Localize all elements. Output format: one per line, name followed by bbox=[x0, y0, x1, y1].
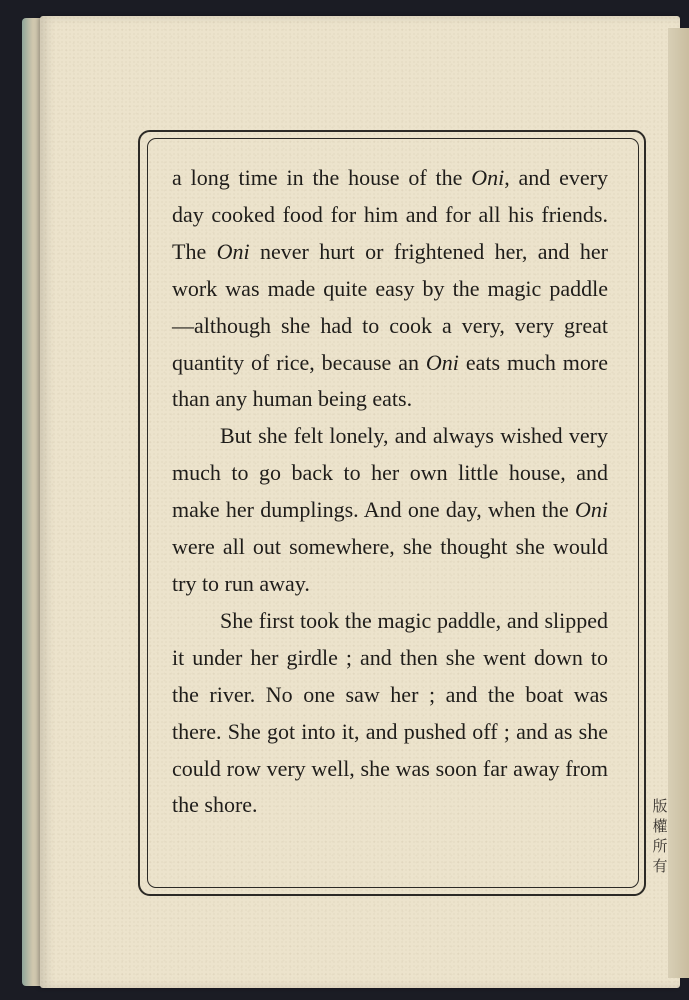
paragraph-2 bbox=[172, 418, 608, 603]
seal-char: 權 bbox=[652, 817, 668, 835]
paragraph-1 bbox=[172, 160, 608, 418]
paragraph-3 bbox=[172, 603, 608, 824]
body-text bbox=[172, 160, 608, 824]
seal-char: 版 bbox=[652, 797, 668, 815]
italic-word: Oni bbox=[425, 349, 459, 375]
text-segment: , and every day cooked food for him and for all his friends. The bbox=[172, 165, 608, 264]
text-segment: She first took the magic paddle, and slipped it under her girdle ; and then she went down to the river. No one saw her ; and the boat was there. She got into it, and pushed off ; and as she could row very well, she was soon far away from the shore. bbox=[172, 607, 608, 818]
text-segment: But she felt lonely, and always wished very much to go back to her own little house, and make her dumplings. And one day, when the bbox=[172, 423, 608, 523]
seal-char: 所 bbox=[652, 837, 668, 855]
italic-word: Oni bbox=[216, 238, 250, 264]
italic-word: Oni bbox=[471, 165, 505, 190]
text-segment: never hurt or frightened her, and her work was made quite easy by the magic paddle—although she had to cook a very, very great quantity of rice, because an bbox=[172, 238, 609, 375]
copyright-seal bbox=[650, 796, 670, 876]
text-segment: eats much more than any human being eats. bbox=[172, 349, 608, 412]
text-segment: a long time in the house of the bbox=[172, 165, 472, 190]
seal-char: 有 bbox=[652, 857, 668, 875]
text-segment: were all out somewhere, she thought she would try to run away. bbox=[172, 534, 608, 596]
facing-page-edge bbox=[668, 28, 689, 978]
italic-word: Oni bbox=[575, 497, 608, 523]
